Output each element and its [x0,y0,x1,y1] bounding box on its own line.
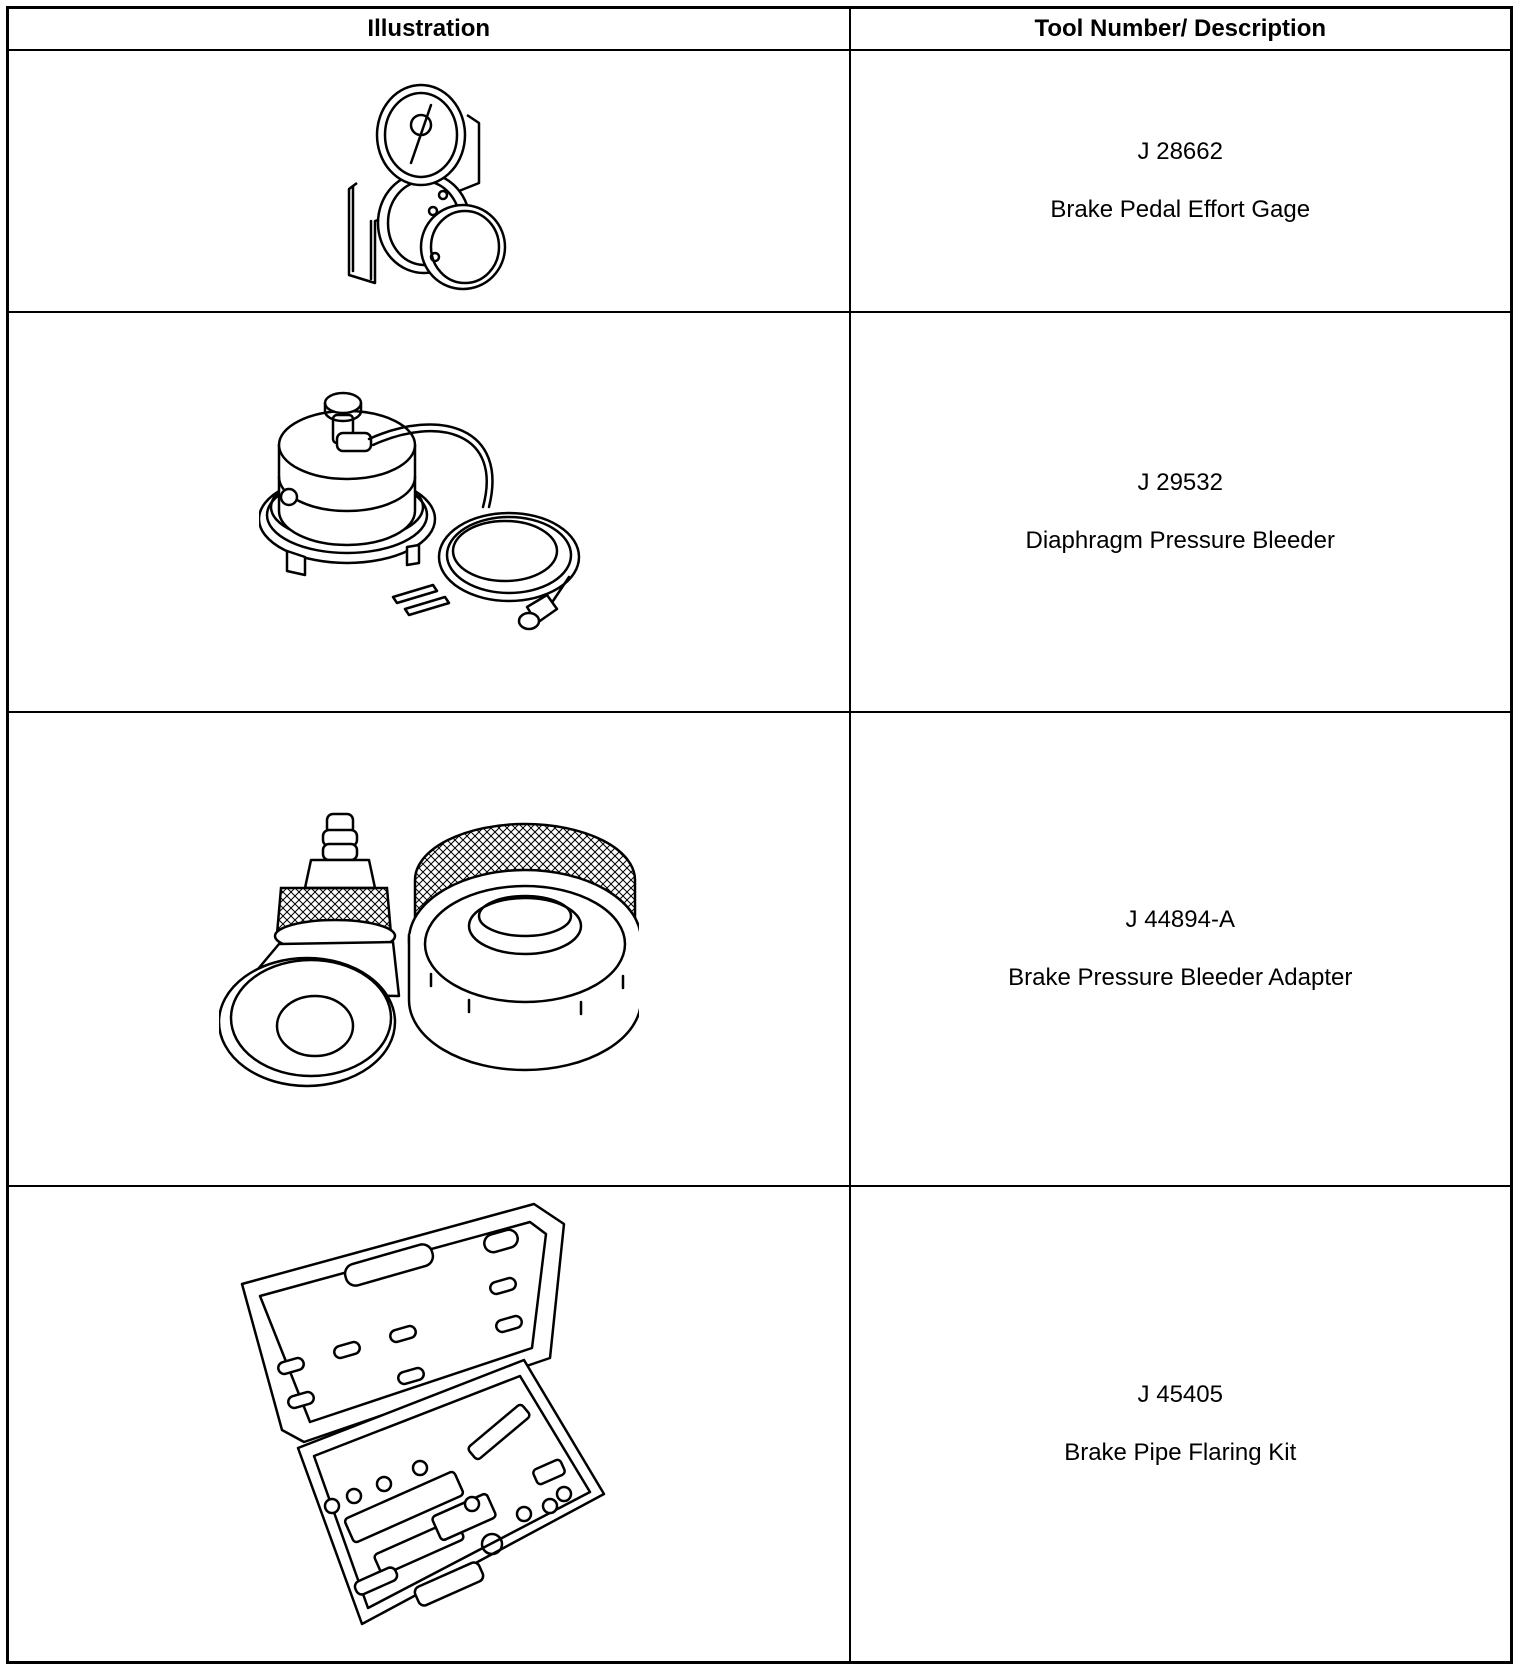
tool-number: J 45405 [1137,1380,1223,1408]
flaring-kit-icon [234,1194,624,1654]
bleeder-adapter-icon [219,804,639,1094]
illustration-cell [8,712,850,1186]
description-header: Tool Number/ Description [850,8,1512,51]
tool-number: J 28662 [1137,138,1223,165]
tool-name: Brake Pedal Effort Gage [1050,196,1311,223]
pressure-gauge-icon [339,71,519,291]
tool-number: J 29532 [1137,469,1223,496]
illustration-header: Illustration [8,8,850,51]
illustration-cell [8,50,850,312]
tool-row [8,1186,1512,1662]
tool-number: J 44894-A [1125,906,1235,933]
description-cell [850,50,1512,312]
tool-name: Brake Pressure Bleeder Adapter [1008,964,1353,991]
tool-name: Brake Pipe Flaring Kit [1064,1438,1297,1466]
illustration-cell [8,312,850,712]
description-cell [850,1186,1512,1662]
tool-row [8,50,1512,312]
header-row [8,8,1512,51]
tool-name: Diaphragm Pressure Bleeder [1025,527,1335,554]
description-cell [850,312,1512,712]
description-cell [850,712,1512,1186]
pressure-bleeder-icon [259,387,599,637]
tool-row [8,712,1512,1186]
illustration-cell [8,1186,850,1662]
tool-row [8,312,1512,712]
special-tools-table [6,6,1513,1664]
